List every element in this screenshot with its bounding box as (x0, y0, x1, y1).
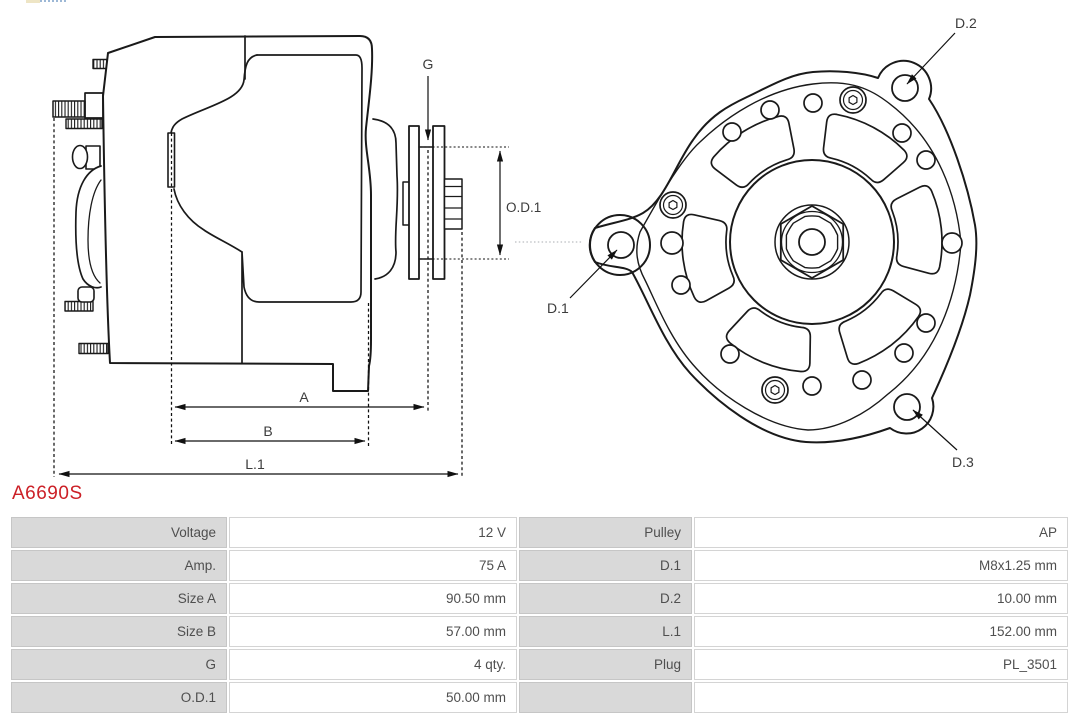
vent-hole (661, 232, 683, 254)
spec-label: D.2 (519, 583, 692, 614)
spec-value: 57.00 mm (229, 616, 517, 647)
vent-hole (761, 101, 779, 119)
d2-leader-line (907, 33, 955, 84)
spec-value: AP (694, 517, 1068, 548)
spec-value: M8x1.25 mm (694, 550, 1068, 581)
vent-hole (917, 314, 935, 332)
vent-hole (723, 123, 741, 141)
threaded-stud (79, 344, 108, 354)
spec-value: 75 A (229, 550, 517, 581)
spec-label: Size B (11, 616, 227, 647)
dimension-label-g: G (422, 56, 434, 72)
vent-hole (672, 276, 690, 294)
spec-value: 10.00 mm (694, 583, 1068, 614)
pulley-flange-rear (409, 126, 419, 279)
spec-value: 152.00 mm (694, 616, 1068, 647)
alternator-side-view (53, 36, 462, 391)
screw-head (766, 381, 785, 400)
vent-hole (803, 377, 821, 395)
threaded-stud (65, 302, 93, 312)
dimension-label-d1: D.1 (547, 300, 569, 316)
fan-blade (891, 186, 942, 274)
vent-hole (853, 371, 871, 389)
spec-label: Plug (519, 649, 692, 680)
spec-value (694, 682, 1068, 713)
mounting-hole-d2 (892, 75, 918, 101)
spec-label: Size A (11, 583, 227, 614)
spec-label: D.1 (519, 550, 692, 581)
spec-label: Voltage (11, 517, 227, 548)
alternator-rear-view (590, 61, 977, 442)
spec-value: 90.50 mm (229, 583, 517, 614)
rear-foot (78, 287, 94, 302)
spec-label: O.D.1 (11, 682, 227, 713)
spec-value: PL_3501 (694, 649, 1068, 680)
dimension-label-l1: L.1 (245, 456, 265, 472)
vent-hole (917, 151, 935, 169)
spec-value: 4 qty. (229, 649, 517, 680)
dimension-label-a: A (299, 389, 309, 405)
vent-hole (893, 124, 911, 142)
spec-value: 12 V (229, 517, 517, 548)
screw-head (664, 196, 683, 215)
housing-outline (103, 36, 372, 391)
rotor-circle (730, 160, 894, 324)
mounting-hole-d3 (894, 394, 920, 420)
vent-hole (895, 344, 913, 362)
screw-head (844, 91, 863, 110)
dimension-label-d3: D.3 (952, 454, 974, 470)
spec-label (519, 682, 692, 713)
dimension-label-d2: D.2 (955, 15, 977, 31)
bearing-boss (373, 119, 397, 279)
terminal-nut (73, 146, 88, 169)
threaded-stud (66, 119, 102, 129)
spec-label: Pulley (519, 517, 692, 548)
vent-hole (721, 345, 739, 363)
spec-value: 50.00 mm (229, 682, 517, 713)
spec-label: Amp. (11, 550, 227, 581)
vent-hole (804, 94, 822, 112)
dimension-label-b: B (263, 423, 273, 439)
mounting-hole-d1 (608, 232, 634, 258)
dimension-label-od1: O.D.1 (506, 200, 542, 215)
spec-table (11, 517, 1068, 713)
spec-label: L.1 (519, 616, 692, 647)
stud-boss (85, 93, 103, 118)
threaded-stud (53, 101, 85, 117)
spec-label: G (11, 649, 227, 680)
pulley-groove-hub (419, 147, 433, 259)
vent-hole (942, 233, 962, 253)
part-number: A6690S (12, 483, 83, 504)
pulley-flange-front (433, 126, 445, 279)
